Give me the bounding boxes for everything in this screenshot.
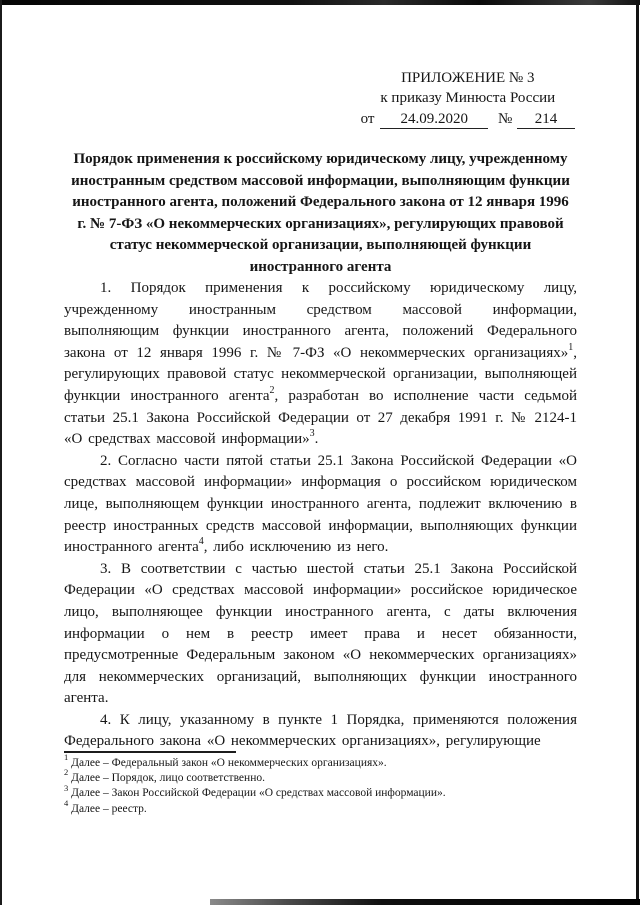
scan-edge-bottom xyxy=(210,899,640,905)
scan-edge-left xyxy=(0,0,2,905)
body-paragraph: 4. К лицу, указанному в пункте 1 Порядка, применяются положения Федерального закона «О некоммерческих организациях», регулирующие xyxy=(64,711,577,750)
footnote-marker: 2 xyxy=(64,767,69,778)
number-sign: № xyxy=(497,111,513,127)
scan-edge-top xyxy=(0,0,640,5)
footnote: $^2$ Далее – Порядок, лицо соответственно. xyxy=(64,767,265,785)
footnote: $^1$ Далее – Федеральный закон «О некоммерческих организациях». xyxy=(64,752,387,769)
footnotes-block xyxy=(64,752,577,817)
appendix-label: ПРИЛОЖЕНИЕ № 3 xyxy=(401,70,535,86)
document-body xyxy=(64,278,577,753)
footnote-ref: 3 xyxy=(309,428,315,440)
body-paragraph: 3. В соответствии с частью шестой статьи 25.1 Закона Российской Федерации «О средствах массовой информации» российское юридическое лицо, выполняющее функции иностранного агента, с даты включения информации о нем в реестр имеет права и несет обязанности, предусмотренные Федеральным законом «О некоммерческих организациях» для некоммерческих организаций, выполняющих функции иностранного агента. xyxy=(64,560,577,707)
footnote-separator-rule xyxy=(64,751,236,753)
date-prefix: от xyxy=(360,111,375,127)
footnote: $^4$ Далее – реестр. xyxy=(64,797,147,815)
footnote-ref: 4 xyxy=(198,536,204,548)
order-date: 24.09.2020 xyxy=(380,111,488,129)
scan-edge-right xyxy=(636,0,639,905)
footnote-ref: 2 xyxy=(269,384,275,396)
footnote-marker: 3 xyxy=(64,782,69,793)
order-reference: к приказу Минюста России xyxy=(380,90,556,106)
body-paragraph: 2. Согласно части пятой статьи 25.1 Закона Российской Федерации «О средствах массовой информации» информация о российском юридическом лице, выполняющем функции иностранного агента, подлежит включению в реестр иностранных средств массовой информации, выполняющих функции иностранного агента$^4$, либо исключению из него. xyxy=(64,452,577,556)
footnote-ref: 1 xyxy=(568,341,574,353)
document-header-block xyxy=(361,68,575,129)
footnote-marker: 1 xyxy=(64,752,69,763)
footnote: $^3$ Далее – Закон Российской Федерации «О средствах массовой информации». xyxy=(64,782,446,800)
body-paragraph: 1. Порядок применения к российскому юридическому лицу, учрежденному иностранным средством массовой информации, выполняющим функции иностранного агента, положений Федерального закона от 12 января 1996 г. № 7-ФЗ «О некоммерческих организациях»$^1$, регулирующих правовой статус некоммерческой организации, выполняющей функции иностранного агента$^2$, разработан во исполнение части седьмой статьи 25.1 Закона Российской Федерации от 27 декабря 1991 г. № 2124-1 «О средствах массовой информации»$^3$. xyxy=(64,280,577,448)
document-title: Порядок применения к российскому юридическому лицу, учрежденному иностранным средством массовой информации, выполняющим функции иностранного агента, положений Федерального закона от 12 января 1996 г. № 7-ФЗ «О некоммерческих организациях», регулирующих правовой статус некоммерческой организации, выполняющей функции иностранного агента xyxy=(71,151,570,275)
order-date-number-line xyxy=(361,109,575,129)
footnote-marker: 4 xyxy=(64,797,69,808)
order-number: 214 xyxy=(517,111,575,129)
